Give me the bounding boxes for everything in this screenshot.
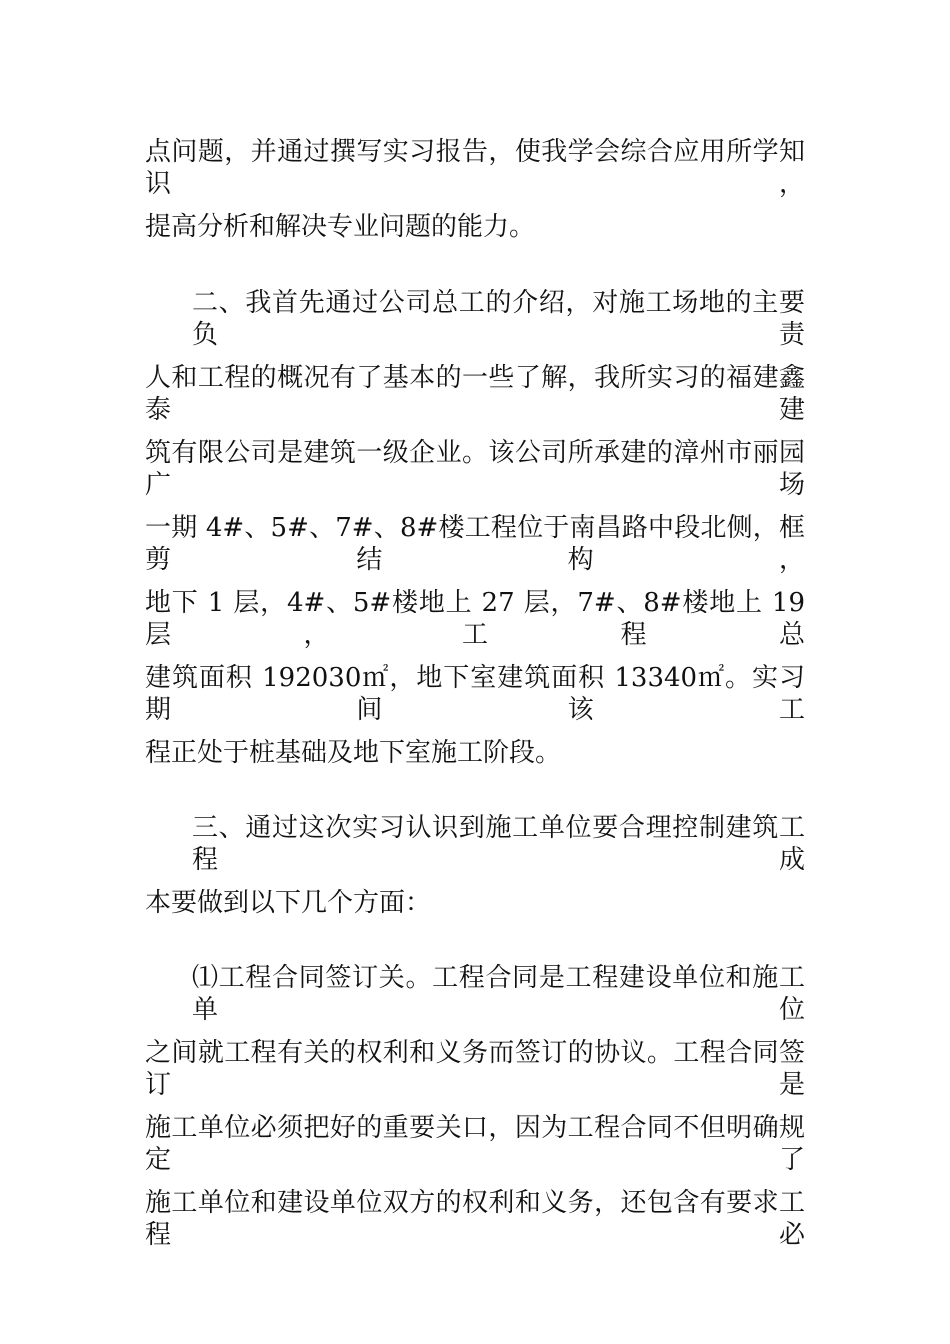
- text-line: 提高分析和解决专业问题的能力。: [145, 212, 536, 242]
- paragraph-start-line: ⑴工程合同签订关。工程合同是工程建设单位和施工单位: [192, 963, 805, 1025]
- text-line: 建筑面积 192030㎡，地下室建筑面积 13340㎡。实习期间该工: [145, 663, 805, 725]
- paragraph-start-line: 二、我首先通过公司总工的介绍，对施工场地的主要负责: [192, 288, 805, 350]
- text-line: 之间就工程有关的权利和义务而签订的协议。工程合同签订是: [145, 1038, 805, 1100]
- text-line: 程正处于桩基础及地下室施工阶段。: [145, 738, 562, 768]
- text-line: 筑有限公司是建筑一级企业。该公司所承建的漳州市丽园广场: [145, 438, 805, 500]
- text-line: 点问题，并通过撰写实习报告，使我学会综合应用所学知识，: [145, 137, 805, 199]
- text-line: 地下 1 层，4#、5#楼地上 27 层，7#、8#楼地上 19 层，工程总: [145, 588, 805, 650]
- text-line: 一期 4#、5#、7#、8#楼工程位于南昌路中段北侧，框剪结构，: [145, 513, 805, 575]
- paragraph-start-line: 三、通过这次实习认识到施工单位要合理控制建筑工程成: [192, 813, 805, 875]
- text-line: 本要做到以下几个方面：: [145, 888, 432, 918]
- text-line: 人和工程的概况有了基本的一些了解，我所实习的福建鑫泰建: [145, 363, 805, 425]
- text-line: 施工单位必须把好的重要关口，因为工程合同不但明确规定了: [145, 1113, 805, 1175]
- text-line: 施工单位和建设单位双方的权利和义务，还包含有要求工程必: [145, 1188, 805, 1250]
